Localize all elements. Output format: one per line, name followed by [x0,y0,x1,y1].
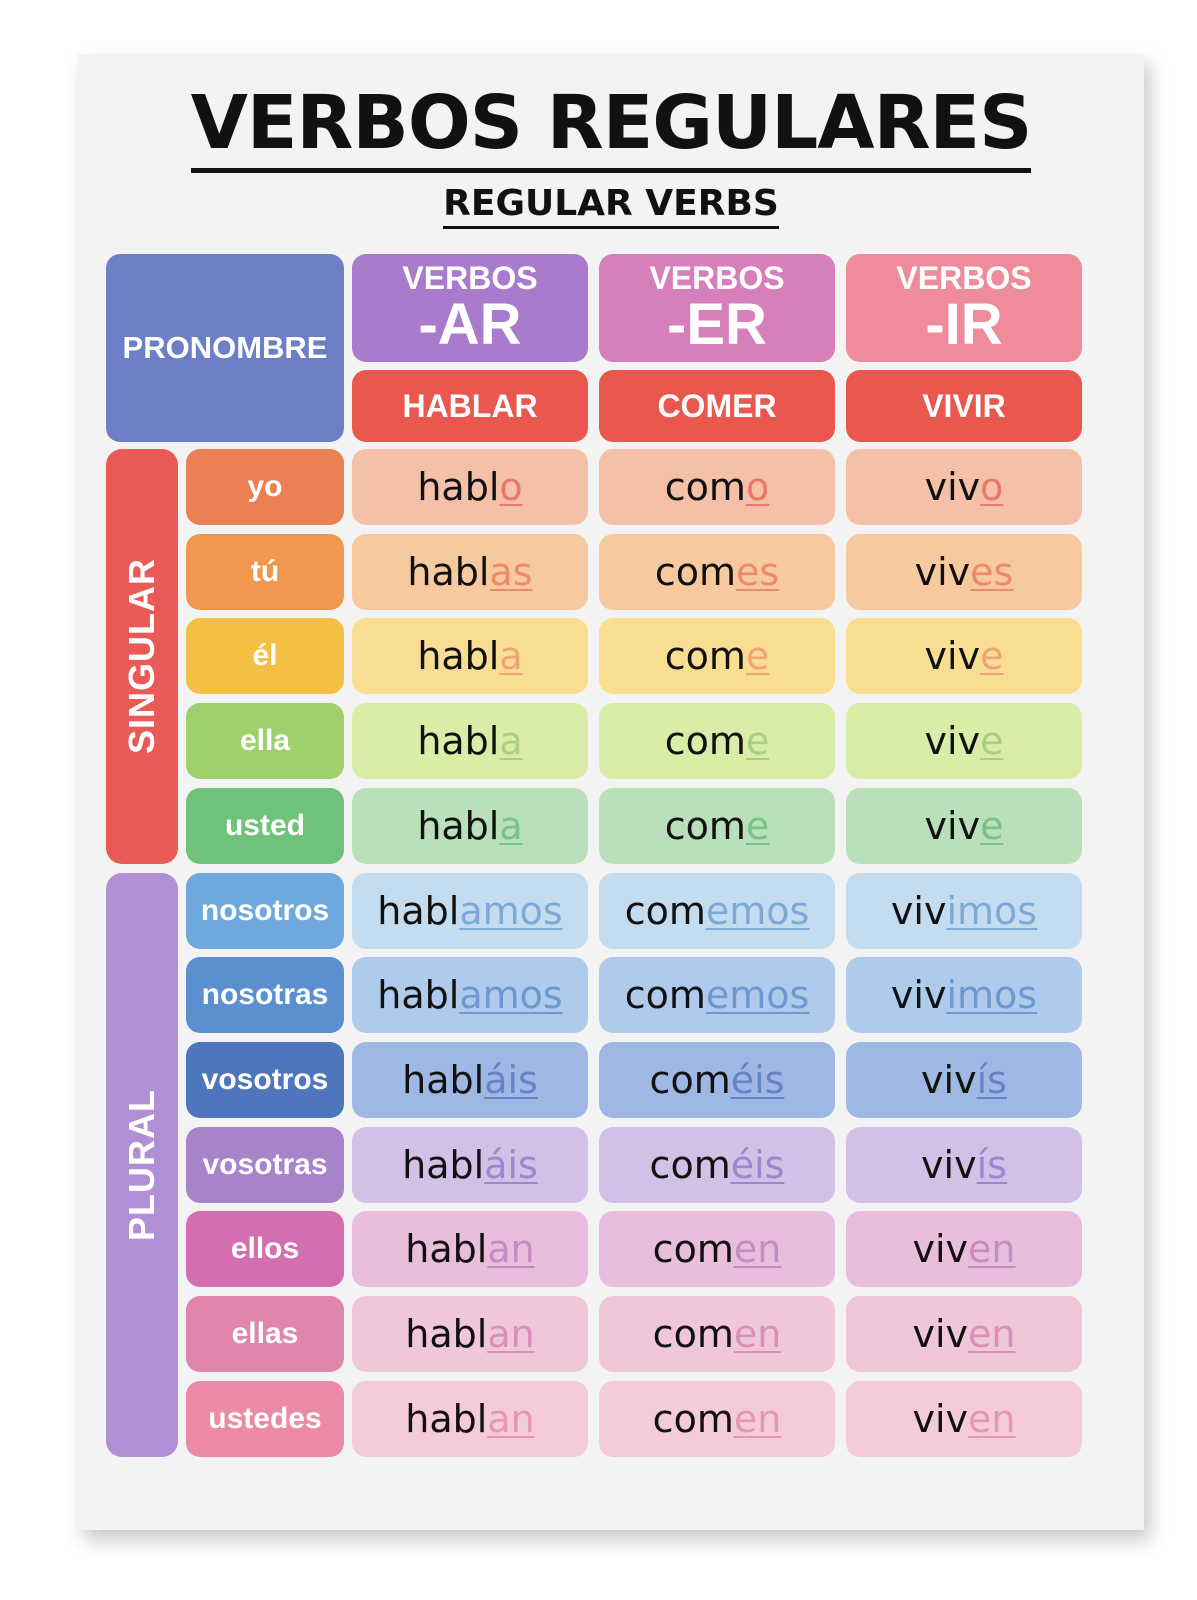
verb-ending: en [968,1312,1016,1356]
verb-stem: habl [417,803,500,848]
verb-stem: habl [405,1396,488,1441]
conjugation-cell [352,957,588,1033]
pronoun-cell: nosotras [186,957,344,1033]
verb-ending: an [487,1312,535,1356]
verb-group-suffix: -IR [925,292,1003,357]
conjugation-cell [599,873,835,949]
verb-ending: áis [484,1142,538,1187]
verb-stem: viv [924,634,981,679]
verb-ending: e [980,803,1004,848]
verb-stem: com [649,1057,731,1102]
pronoun-cell: nosotros [186,873,344,949]
conjugation-cell [846,618,1082,694]
verb-stem: viv [912,1227,969,1272]
verb-ending: es [970,549,1014,594]
verb-stem: viv [924,803,981,848]
verb-ending: e [745,803,770,848]
verb-stem: habl [417,634,500,679]
verb-ending: imos [946,973,1038,1018]
pronoun-cell: usted [186,788,344,864]
verb-ending: emos [705,888,810,933]
verb-ending: an [487,1396,535,1441]
verb-ending: a [499,719,523,764]
verb-ending: e [745,719,770,764]
verb-stem: com [664,634,746,679]
verb-ending: o [980,465,1004,509]
poster-title [78,80,1144,166]
conjugation-cell [846,1127,1082,1203]
verb-stem: viv [924,465,981,509]
verb-stem: habl [405,1227,488,1272]
pronoun-cell: vosotros [186,1042,344,1118]
pronoun-cell: ella [186,703,344,779]
verb-ending: en [968,1227,1016,1272]
verb-ending: a [499,634,523,679]
conjugation-cell [599,1296,835,1372]
verb-stem: habl [417,465,500,509]
pronoun-cell: ustedes [186,1381,344,1457]
section-plural-label: PLURAL [121,1088,162,1241]
verb-stem: habl [377,973,460,1018]
infinitive-header: COMER [599,370,835,442]
verb-stem: viv [890,888,947,933]
verb-ending: amos [459,973,563,1018]
pronoun-header: PRONOMBRE [106,254,344,442]
verb-stem: habl [407,549,490,594]
conjugation-cell [846,534,1082,610]
poster-title-text: VERBOS REGULARES [191,80,1032,173]
pronoun-cell: vosotras [186,1127,344,1203]
verb-stem: viv [924,719,981,764]
section-singular [106,449,178,864]
conjugation-cell [599,618,835,694]
verb-stem: com [664,465,746,509]
verb-stem: viv [921,1142,977,1187]
conjugation-cell [352,1211,588,1287]
verb-ending: ís [976,1142,1007,1187]
conjugation-cell [846,957,1082,1033]
verb-stem: com [624,888,706,933]
verb-ending: en [968,1396,1016,1441]
verb-stem: viv [912,1396,969,1441]
conjugation-cell [599,1211,835,1287]
verb-group-header [599,254,835,362]
verb-ending: o [499,465,523,509]
verb-stem: viv [921,1057,977,1102]
verb-stem: habl [405,1312,488,1356]
verb-ending: áis [484,1057,538,1102]
verb-stem: com [624,973,706,1018]
conjugation-cell [599,1127,835,1203]
verb-stem: com [664,803,746,848]
section-singular-label: SINGULAR [121,558,162,755]
pronoun-cell: ellos [186,1211,344,1287]
verb-ending: en [733,1227,782,1272]
conjugation-cell [846,788,1082,864]
verb-stem: com [649,1142,731,1187]
verb-stem: com [652,1396,734,1441]
pronoun-cell: yo [186,449,344,525]
verb-group-label: VERBOS [402,260,538,296]
conjugation-cell [352,534,588,610]
conjugation-cell [846,1381,1082,1457]
verb-ending: o [745,465,770,509]
section-plural [106,873,178,1457]
verb-stem: habl [402,1142,485,1187]
verb-group-label: VERBOS [649,260,785,296]
verb-group-suffix: -AR [418,292,522,357]
verb-stem: viv [912,1312,969,1356]
conjugation-cell [352,1042,588,1118]
conjugation-cell [599,1381,835,1457]
verb-stem: com [652,1227,734,1272]
verb-group-header [352,254,588,362]
conjugation-cell [846,1211,1082,1287]
verb-ending: éis [730,1057,785,1102]
verb-ending: es [735,549,780,594]
verb-ending: en [733,1312,782,1356]
verb-ending: imos [946,888,1038,933]
verb-ending: ís [976,1057,1007,1102]
conjugation-cell [846,873,1082,949]
conjugation-cell [352,1381,588,1457]
verb-ending: e [980,719,1004,764]
conjugation-cell [846,1042,1082,1118]
pronoun-cell: él [186,618,344,694]
pronoun-cell: tú [186,534,344,610]
conjugation-cell [599,534,835,610]
verb-group-header [846,254,1082,362]
poster [78,54,1144,1530]
verb-stem: viv [890,973,947,1018]
conjugation-cell [599,1042,835,1118]
conjugation-cell [352,1296,588,1372]
verb-group-label: VERBOS [896,260,1032,296]
poster-subtitle [78,183,1144,224]
verb-stem: com [654,549,736,594]
verb-ending: as [489,549,533,594]
verb-ending: amos [459,888,563,933]
conjugation-cell [599,957,835,1033]
verb-ending: a [499,803,523,848]
verb-ending: en [733,1396,782,1441]
verb-ending: e [980,634,1004,679]
conjugation-cell [352,618,588,694]
verb-ending: an [487,1227,535,1272]
pronoun-cell: ellas [186,1296,344,1372]
conjugation-cell [846,1296,1082,1372]
verb-stem: com [652,1312,734,1356]
conjugation-cell [352,873,588,949]
verb-ending: éis [730,1142,785,1187]
conjugation-cell [599,449,835,525]
verb-stem: habl [377,888,460,933]
conjugation-cell [599,703,835,779]
verb-group-suffix: -ER [667,292,767,357]
conjugation-cell [352,788,588,864]
conjugation-cell [846,449,1082,525]
conjugation-cell [599,788,835,864]
verb-stem: habl [402,1057,485,1102]
conjugation-cell [352,1127,588,1203]
verb-stem: com [664,719,746,764]
verb-stem: habl [417,719,500,764]
verb-ending: emos [705,973,810,1018]
infinitive-header: HABLAR [352,370,588,442]
conjugation-cell [846,703,1082,779]
conjugation-cell [352,449,588,525]
conjugation-cell [352,703,588,779]
infinitive-header: VIVIR [846,370,1082,442]
verb-ending: e [745,634,770,679]
poster-subtitle-text: REGULAR VERBS [443,183,779,229]
verb-stem: viv [914,549,971,594]
